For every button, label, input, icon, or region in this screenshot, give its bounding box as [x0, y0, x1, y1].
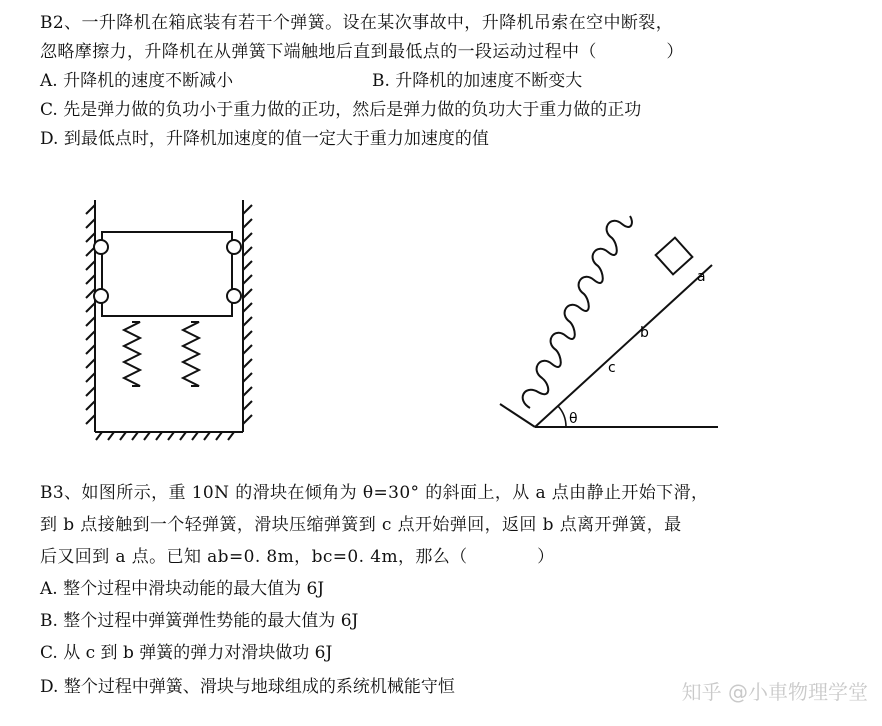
- elevator-cabin: [102, 232, 232, 316]
- q2-stem-line2: 忽略摩擦力，升降机在从弹簧下端触地后直到最低点的一段运动过程中（ ）: [40, 42, 684, 62]
- q3-option-a: A. 整个过程中滑块动能的最大值为 6J: [40, 579, 325, 599]
- wheel-right-bottom: [227, 289, 241, 303]
- q2-option-d: D. 到最低点时，升降机加速度的值一定大于重力加速度的值: [40, 129, 489, 149]
- theta-arc: [558, 406, 566, 427]
- wheel-right-top: [227, 240, 241, 254]
- q2-option-b: B. 升降机的加速度不断变大: [372, 71, 583, 91]
- wheel-left-bottom: [94, 289, 108, 303]
- label-b: b: [640, 325, 649, 341]
- incline-block: [656, 238, 693, 275]
- label-theta: θ: [569, 411, 578, 427]
- shaft-left-hatch: [86, 205, 95, 424]
- q3-stem-line1: B3、如图所示，重 10N 的滑块在倾角为 θ=30° 的斜面上，从 a 点由静止开始下滑，: [40, 483, 709, 503]
- q2-stem-line1: B2、一升降机在箱底装有若干个弹簧。设在某次事故中，升降机吊索在空中断裂，: [40, 13, 674, 33]
- q3-stem-line3: 后又回到 a 点。已知 ab=0. 8m，bc=0. 4m，那么（ ）: [40, 547, 555, 567]
- incline-spring: [523, 216, 632, 408]
- watermark: 知乎 @小車物理学堂: [681, 680, 868, 704]
- incline-slope: [535, 265, 712, 427]
- q3-stem-line2: 到 b 点接触到一个轻弹簧，滑块压缩弹簧到 c 点开始弹回，返回 b 点离开弹簧，最: [40, 515, 682, 535]
- shaft-floor-hatch: [96, 432, 234, 440]
- q3-option-d: D. 整个过程中弹簧、滑块与地球组成的系统机械能守恒: [40, 677, 455, 697]
- spring-right: [183, 322, 199, 386]
- spring-left: [124, 322, 140, 386]
- q2-option-c: C. 先是弹力做的负功小于重力做的正功，然后是弹力做的负功大于重力做的正功: [40, 100, 642, 120]
- label-c: c: [608, 360, 616, 376]
- q3-option-b: B. 整个过程中弹簧弹性势能的最大值为 6J: [40, 611, 359, 631]
- shaft-right-hatch: [243, 205, 252, 424]
- wheel-left-top: [94, 240, 108, 254]
- elevator-figure: [86, 200, 252, 440]
- q2-option-a: A. 升降机的速度不断减小: [40, 71, 234, 91]
- q3-option-c: C. 从 c 到 b 弹簧的弹力对滑块做功 6J: [40, 643, 333, 663]
- label-a: a: [697, 269, 706, 285]
- incline-figure: [500, 216, 718, 427]
